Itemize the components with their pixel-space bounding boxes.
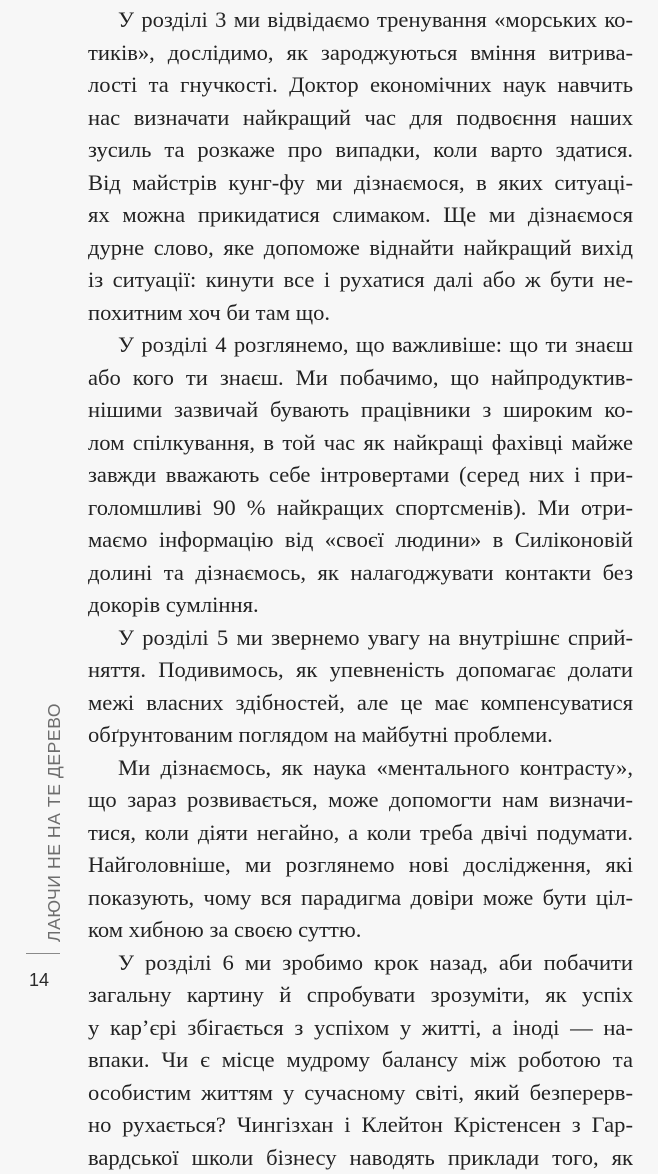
text-line: Від майстрів кунг-фу ми дізнаємося, в яких ситуаці- [88, 167, 633, 200]
text-line: лості та гнучкості. Доктор економічних наук навчить [88, 69, 633, 102]
text-line: ком хибною за своєю суттю. [88, 914, 633, 947]
text-line: показують, чому вся парадигма довіри може бути ціл- [88, 882, 633, 915]
text-line: завжди вважають себе інтровертами (серед них і при- [88, 459, 633, 492]
text-line: обґрунтованим поглядом на майбутні проблеми. [88, 719, 633, 752]
text-line: загальну картину й спробувати зрозуміти, як успіх [88, 979, 633, 1012]
running-title: ЛАЮЧИ НЕ НА ТЕ ДЕРЕВО [44, 706, 64, 942]
text-line: зусиль та розкаже про випадки, коли варто здатися. [88, 134, 633, 167]
text-line: межі власних здібностей, але це має компенсуватися [88, 687, 633, 720]
text-line: У розділі 5 ми звернемо увагу на внутрішнє сприй- [88, 622, 633, 655]
text-line: нішими зазвичай бувають працівники з широким ко- [88, 394, 633, 427]
text-line: но рухається? Чингізхан і Клейтон Крістенсен з Гар- [88, 1109, 633, 1142]
text-line: У розділі 3 ми відвідаємо тренування «морських ко- [88, 4, 633, 37]
text-line: У розділі 4 розглянемо, що важливіше: що ти знаєш [88, 329, 633, 362]
text-line: У розділі 6 ми зробимо крок назад, аби побачити [88, 947, 633, 980]
text-line: дурне слово, яке допоможе віднайти найкращий вихід [88, 232, 633, 265]
text-line: няття. Подивимось, як упевненість допомагає долати [88, 654, 633, 687]
text-line: докорів сумління. [88, 589, 633, 622]
text-line: долині та дізнаємось, як налагоджувати контакти без [88, 557, 633, 590]
text-line: що зараз розвивається, може допомогти нам визначи- [88, 784, 633, 817]
text-line: голомшливі 90 % найкращих спортсменів). Ми отри- [88, 492, 633, 525]
text-line: тися, коли діяти негайно, а коли треба двічі подумати. [88, 817, 633, 850]
text-line: маємо інформацію від «своєї людини» в Силіконовій [88, 524, 633, 557]
text-line: нас визначати найкращий час для подвоєння наших [88, 102, 633, 135]
text-line: впаки. Чи є місце мудрому балансу між роботою та [88, 1044, 633, 1077]
text-line: похитним хоч би там що. [88, 297, 633, 330]
text-line: особистим життям у сучасному світі, який безперерв- [88, 1077, 633, 1110]
text-line: тиків», дослідимо, як зароджуються вміння витрива- [88, 37, 633, 70]
text-line: вардської школи бізнесу наводять приклади того, як [88, 1142, 633, 1174]
text-line: у кар’єрі збігається з успіхом у житті, а іноді — на- [88, 1012, 633, 1045]
text-line: або кого ти знаєш. Ми побачимо, що найпродуктив- [88, 362, 633, 395]
text-line: Ми дізнаємось, як наука «ментального контрасту», [88, 752, 633, 785]
text-line: ях можна прикидатися слимаком. Ще ми дізнаємося [88, 199, 633, 232]
sidebar-divider [26, 953, 60, 954]
text-line: із ситуації: кинути все і рухатися далі або ж бути не- [88, 264, 633, 297]
text-line: лом спілкування, в той час як найкращі фахівці майже [88, 427, 633, 460]
body-text [88, 4, 633, 1174]
page-number: 14 [29, 970, 49, 990]
text-line: Найголовніше, ми розглянемо нові дослідження, які [88, 849, 633, 882]
